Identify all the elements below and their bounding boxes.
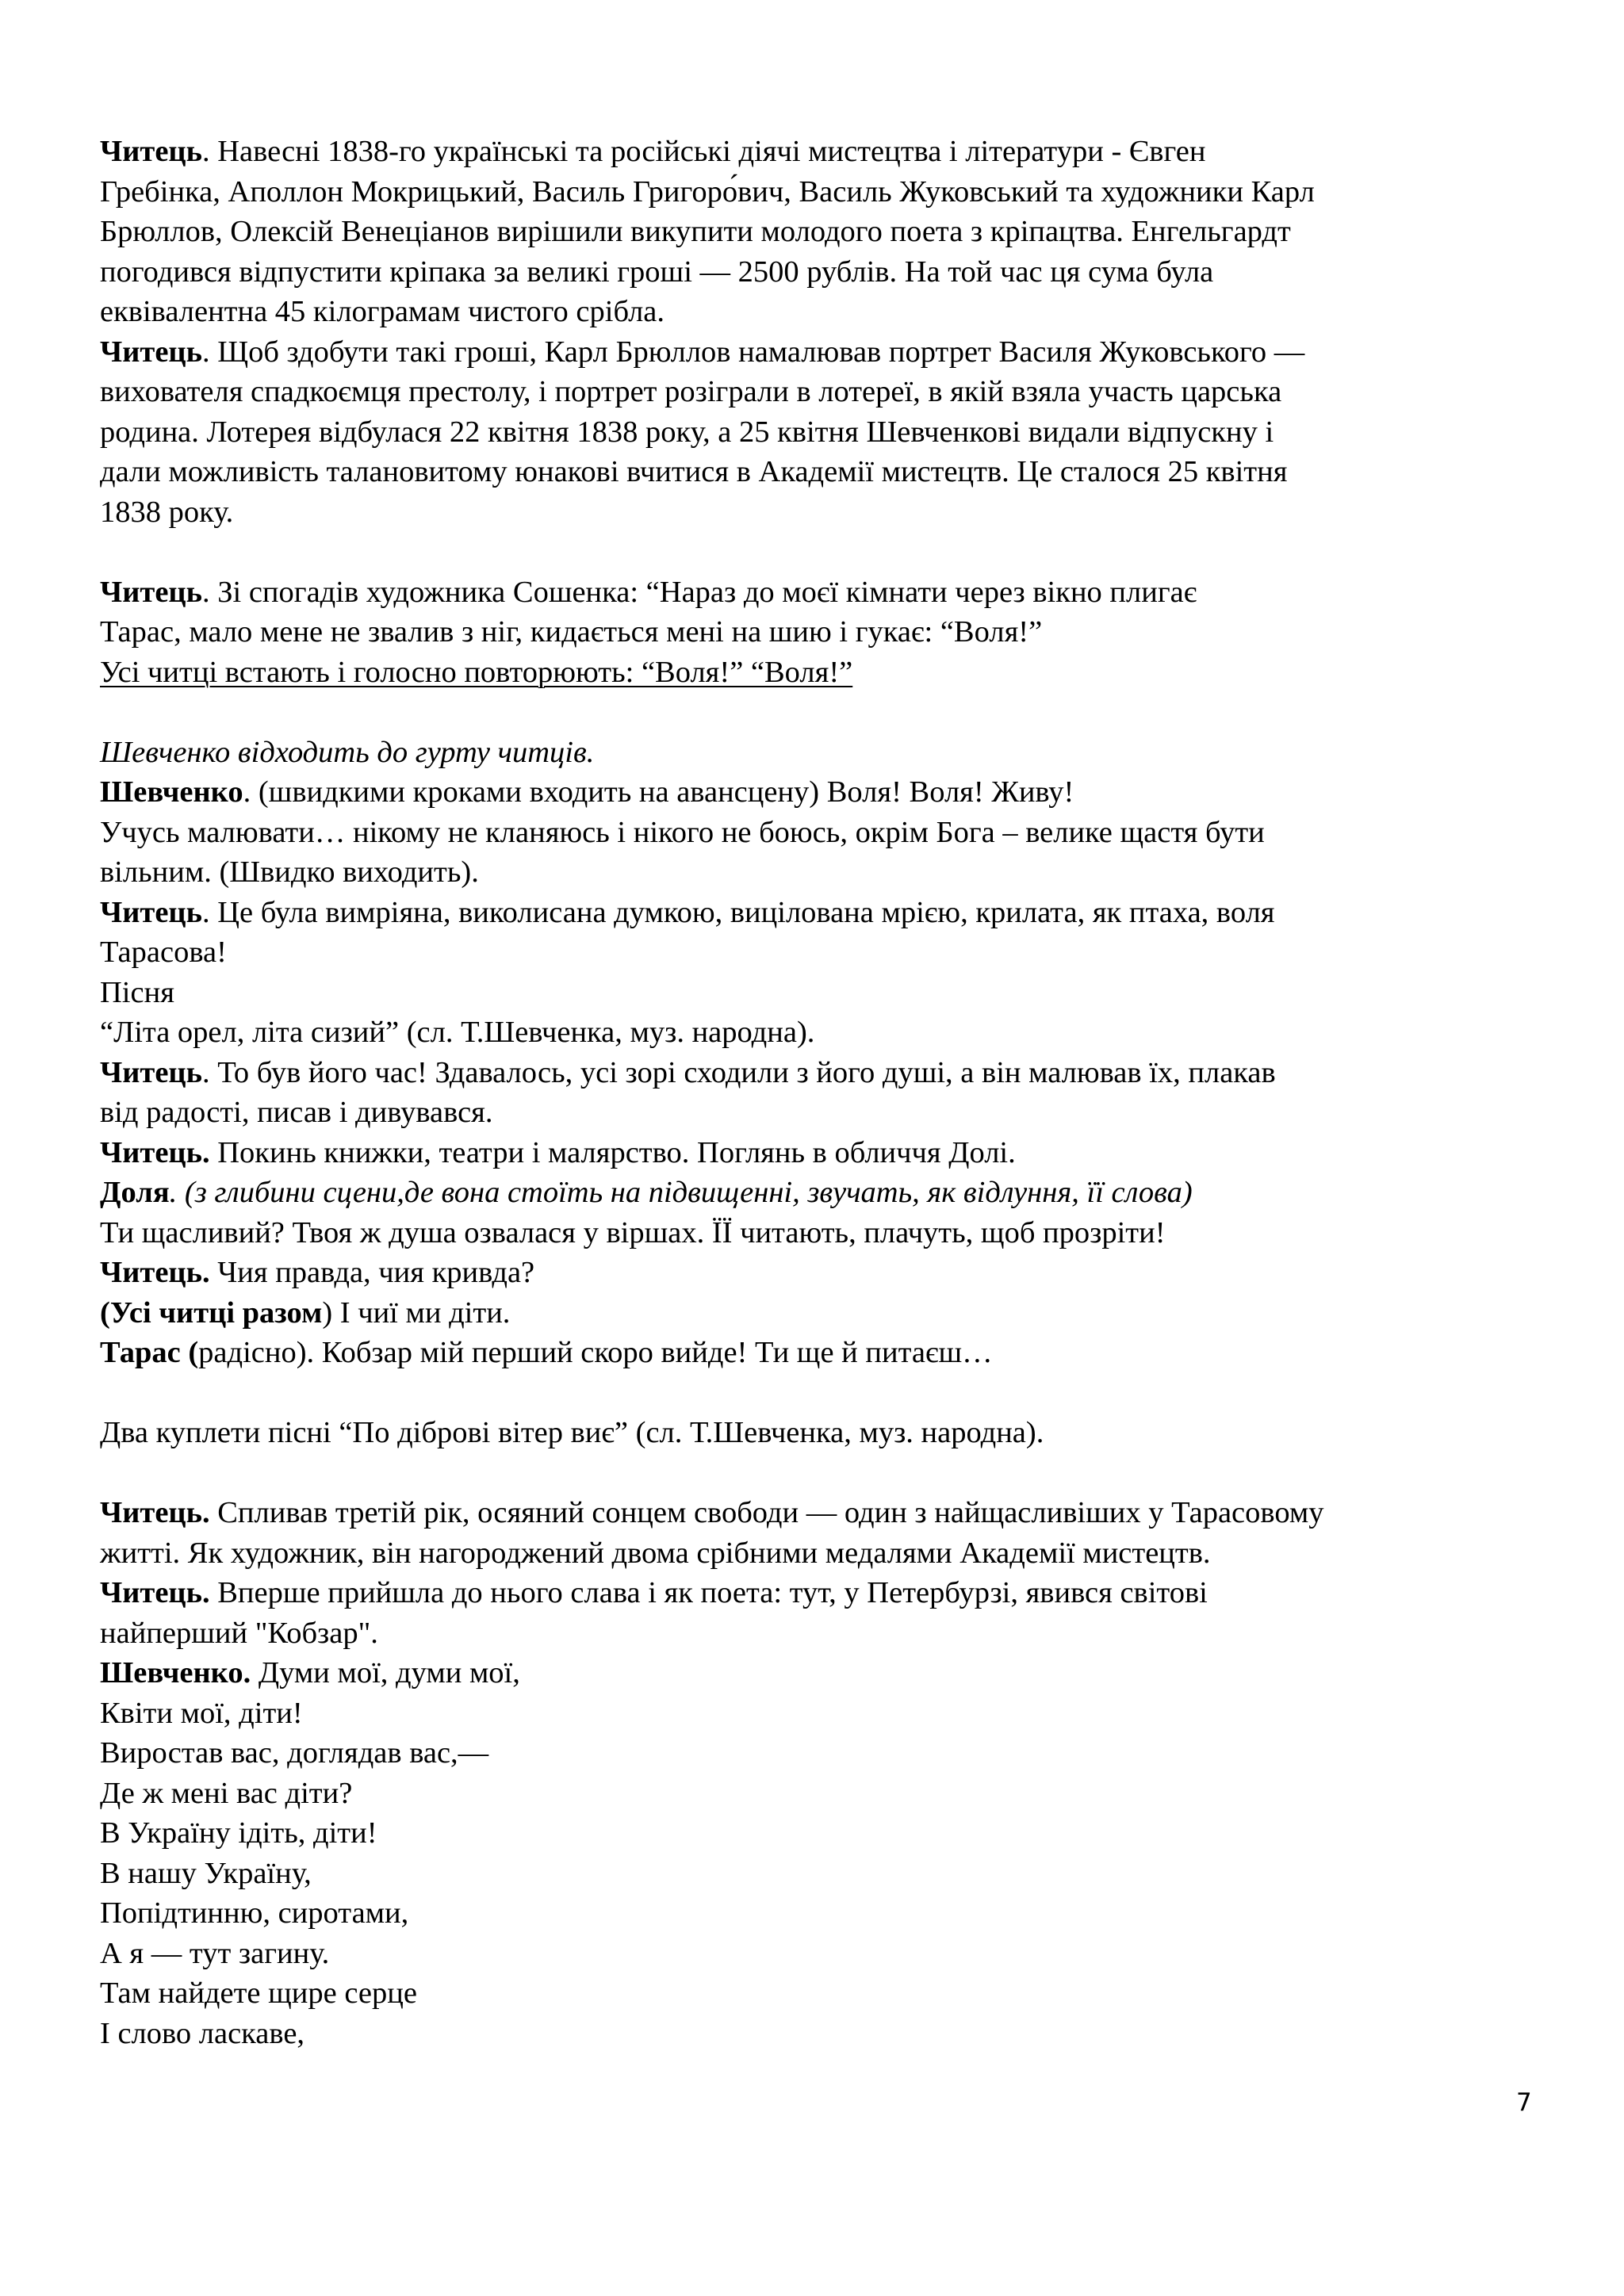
line-text: . Щоб здобути такі гроші, Карл Брюллов намалював портрет Василя Жуковського — [201,335,1305,369]
line-text: Вперше прийшла до нього слава і як поета: тут, у Петербурзі, явився світові [209,1576,1208,1609]
line-text: . (швидкими кроками входить на авансцену) Воля! Воля! Живу! [243,775,1074,809]
line-text: . (з глибини сцени,де вона стоїть на підвищенні, звучать, як відлуння, її слова) [169,1176,1193,1209]
line-text: радісно). Кобзар мій перший скоро вийде! Ти ще й питаєш… [198,1336,993,1369]
line-text: родина. Лотерея відбулася 22 квітня 1838 року, а 25 квітня Шевченкові видали відпускну і [100,415,1274,449]
line-text: вільним. (Швидко виходить). [100,855,479,889]
speaker-label: Усі читці разом [109,1295,323,1330]
speaker-label: Читець [100,1055,202,1089]
text-line [100,733,1551,773]
text-line [100,572,1551,613]
speaker-label: Шевченко. [100,1656,251,1689]
text-line [100,1413,1551,1453]
speaker-label: ( [100,1295,110,1330]
line-text: В нашу Україну, [100,1856,312,1890]
text-line [100,1733,1551,1774]
line-text: Там найдете щире серце [100,1976,417,2010]
text-line [100,1934,1551,1974]
text-line [100,652,1551,693]
speaker-label: Тарас ( [100,1336,199,1369]
line-text: Попідтинню, сиротами, [100,1896,409,1930]
text-line [100,1333,1551,1373]
text-line [100,452,1551,492]
line-text: Два куплети пісні “По діброві вітер виє” (сл. Т.Шевченка, муз. народна). [100,1416,1044,1449]
line-text: Покинь книжки, театри і малярство. Поглянь в обличчя Долі. [209,1135,1016,1169]
text-line [100,813,1551,853]
line-text: А я — тут загину. [100,1936,330,1970]
text-line [100,1493,1551,1533]
text-line [100,1693,1551,1734]
text-line [100,612,1551,652]
line-text: Тарасова! [100,936,227,969]
line-text: Чия правда, чия кривда? [209,1256,535,1289]
speaker-label: Читець. [100,1135,210,1169]
line-text: Брюллов, Олексій Венеціанов вирішили викупити молодого поета з кріпацтва. Енгельгардт [100,215,1291,248]
text-line [100,1613,1551,1654]
text-line [100,1093,1551,1133]
text-line [100,1573,1551,1613]
line-text: Гребінка, Аполлон Мокрицький, Василь Григоро́вич, Василь Жуковський та художники Карл [100,174,1315,209]
text-line [100,492,1551,533]
text-line [100,852,1551,893]
line-text: В Україну ідіть, діти! [100,1816,377,1850]
line-text: Учусь малювати… нікому не кланяюсь і нікого не боюсь, окрім Бога – велике щастя бути [100,815,1265,849]
text-line [100,1012,1551,1053]
text-line [100,252,1551,293]
text-line [100,1533,1551,1574]
speaker-label: Читець. [100,1256,210,1289]
line-text: Де ж мені вас діти? [100,1776,353,1810]
page-text [100,132,1551,2053]
text-line [100,1133,1551,1173]
line-text: Квіти мої, діти! [100,1696,303,1730]
text-line [100,172,1551,212]
line-text: Пісня [100,975,174,1009]
line-text: . Це була вимріяна, виколисана думкою, вицілована мрією, крилата, як птаха, воля [201,895,1275,929]
line-text: житті. Як художник, він нагороджений двома срібними медалями Академії мистецтв. [100,1536,1211,1570]
speaker-label: Читець [100,335,202,369]
line-text: . Навесні 1838-го українські та російські діячі мистецтва і літератури - Євген [201,135,1206,168]
text-line [100,212,1551,252]
text-line [100,1813,1551,1854]
text-line [100,1653,1551,1693]
line-text: ) І чиї ми діти. [322,1295,511,1330]
text-line [100,1293,1551,1334]
line-text: Тарас, мало мене не звалив з ніг, кидається мені на шию і гукає: “Воля!” [100,615,1043,649]
page-number: 7 [1516,2088,1532,2117]
text-line [100,412,1551,453]
speaker-label: Читець [100,135,202,168]
line-text: . Зі спогадів художника Сошенка: “Нараз до моєї кімнати через вікно плигає [201,575,1197,609]
speaker-label: Читець. [100,1496,210,1529]
speaker-label: Читець [100,575,202,609]
line-text: Спливав третій рік, осяяний сонцем свободи — один з найщасливіших у Тарасовому [209,1496,1324,1529]
text-line [100,973,1551,1013]
speaker-label: Доля [100,1176,170,1209]
text-line [100,1173,1551,1213]
blank-line [100,1373,1551,1414]
line-text: Ти щасливий? Твоя ж душа озвалася у віршах. ЇЇ читають, плачуть, щоб прозріти! [100,1215,1166,1249]
text-line [100,1774,1551,1814]
text-line [100,372,1551,412]
text-line [100,1053,1551,1093]
blank-line [100,532,1551,572]
line-text: Думи мої, думи мої, [251,1656,520,1689]
text-line [100,1854,1551,1894]
line-text: . То був його час! Здавалось, усі зорі сходили з його душі, а він малював їх, плакав [201,1055,1276,1089]
line-text: еквівалентна 45 кілограмам чистого срібла. [100,295,665,328]
line-text: 1838 року. [100,495,234,529]
text-line [100,132,1551,172]
speaker-label: Читець. [100,1576,210,1609]
text-line [100,2014,1551,2054]
text-line [100,1893,1551,1934]
line-text: Усі читці встають і голосно повторюють: “Воля!” “Воля!” [100,655,853,689]
text-line [100,772,1551,813]
text-line [100,1213,1551,1253]
line-text: Виростав вас, доглядав вас,— [100,1736,489,1770]
speaker-label: Читець [100,895,202,929]
text-line [100,932,1551,973]
text-line [100,1973,1551,2014]
line-text: “Літа орел, літа сизий” (сл. Т.Шевченка, муз. народна). [100,1016,815,1049]
blank-line [100,1453,1551,1494]
line-text: дали можливість талановитому юнакові вчитися в Академії мистецтв. Це сталося 25 квітня [100,455,1288,488]
speaker-label: Шевченко [100,775,243,809]
text-line [100,292,1551,332]
text-line [100,332,1551,373]
line-text: І слово ласкаве, [100,2016,305,2050]
text-line [100,1253,1551,1293]
line-text: найперший "Кобзар". [100,1616,378,1650]
line-text: від радості, писав і дивувався. [100,1096,493,1129]
blank-line [100,692,1551,733]
line-text: Шевченко відходить до гурту читців. [100,735,595,769]
line-text: вихователя спадкоємця престолу, і портрет розіграли в лотереї, в якій взяла участь царська [100,375,1282,408]
line-text: погодився відпустити кріпака за великі гроші — 2500 рублів. На той час ця сума була [100,254,1214,289]
text-line [100,893,1551,933]
